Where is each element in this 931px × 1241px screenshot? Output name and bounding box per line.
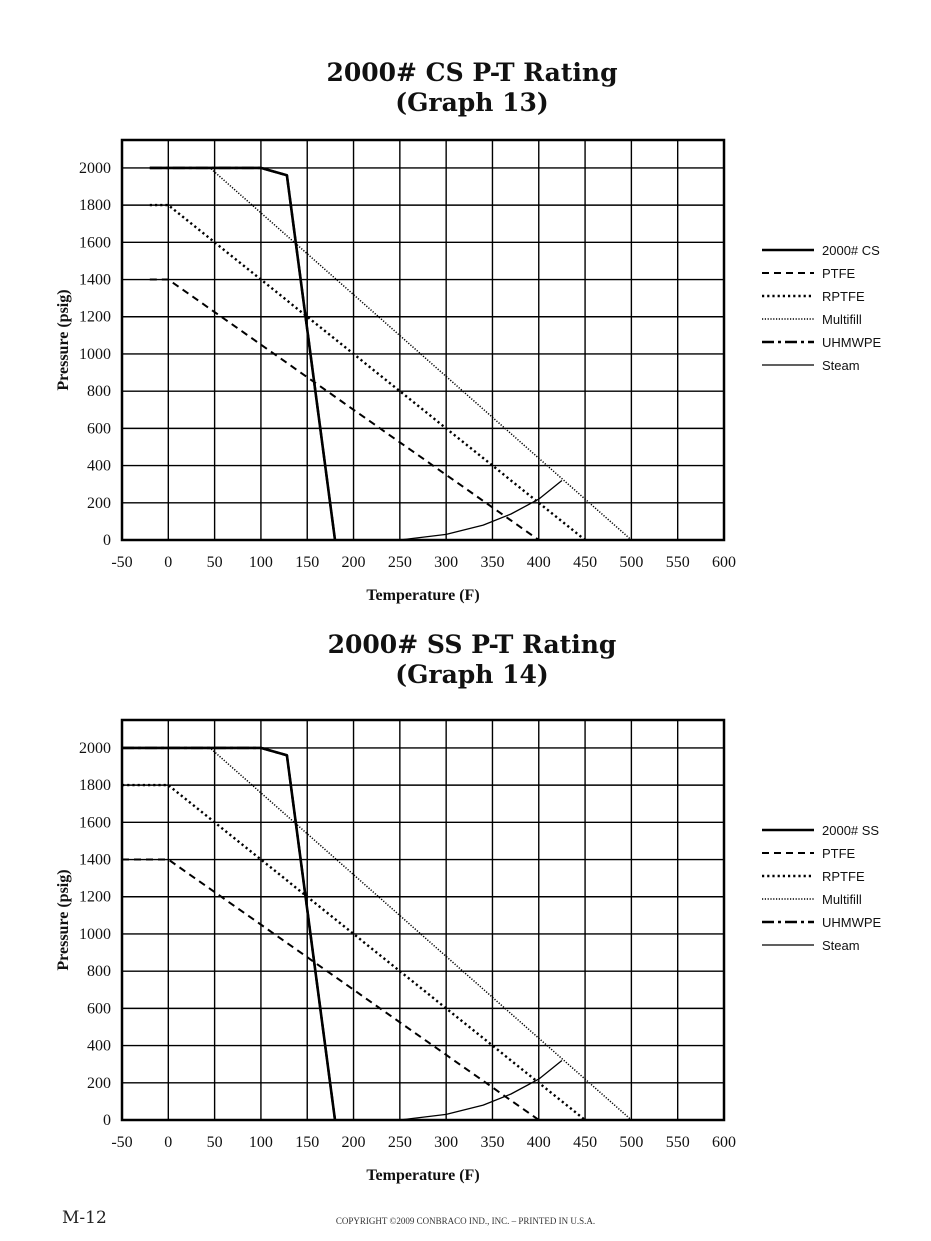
x-tick-label: 200 <box>341 554 366 571</box>
copyright-notice: COPYRIGHT ©2009 CONBRACO IND., INC. – PRINTED IN U.S.A. <box>335 1216 596 1226</box>
x-tick-label: 550 <box>665 1134 690 1151</box>
y-tick-label: 400 <box>87 1037 111 1055</box>
x-tick-label: 350 <box>480 554 505 571</box>
x-axis-label: Temperature (F) <box>366 587 480 604</box>
legend-label: UHMWPE <box>822 335 882 350</box>
x-tick-label: 0 <box>164 554 173 571</box>
y-tick-label: 1200 <box>79 888 111 906</box>
chart-title <box>0 58 931 118</box>
x-tick-label: 600 <box>712 1134 736 1151</box>
chart-svg <box>0 700 931 1200</box>
chart-title-sub: (Graph 14) <box>395 660 549 689</box>
y-tick-label: 800 <box>87 963 111 981</box>
y-tick-label: 0 <box>103 532 111 549</box>
x-tick-label: 100 <box>248 1134 273 1151</box>
y-tick-label: 1000 <box>79 925 111 943</box>
chart-svg <box>0 120 931 620</box>
x-tick-label: 50 <box>206 554 223 571</box>
x-tick-label: 300 <box>434 1134 459 1151</box>
legend-label: PTFE <box>822 266 856 281</box>
x-tick-label: 250 <box>387 1134 412 1151</box>
series-line-steam <box>400 481 562 541</box>
grid <box>122 720 724 1120</box>
y-tick-label: 0 <box>103 1112 111 1129</box>
legend-label: 2000# SS <box>822 823 880 838</box>
y-tick-label: 1400 <box>79 271 111 289</box>
legend-label: UHMWPE <box>822 915 882 930</box>
plot-frame <box>122 140 724 540</box>
x-tick-label: 600 <box>712 554 736 571</box>
y-tick-label: 1800 <box>79 197 111 215</box>
y-tick-label: 1600 <box>79 234 111 252</box>
y-tick-label: 1600 <box>79 814 111 832</box>
x-tick-label: 100 <box>248 554 273 571</box>
legend-label: Steam <box>822 938 860 953</box>
x-tick-label: -50 <box>111 1134 133 1151</box>
legend-label: 2000# CS <box>822 243 880 258</box>
y-tick-label: 1800 <box>79 777 111 795</box>
series-line-steam <box>400 1061 562 1121</box>
chart-title-main: 2000# CS P-T Rating <box>326 58 618 87</box>
x-tick-label: 400 <box>526 554 551 571</box>
series-line-ptfe <box>150 280 539 541</box>
y-tick-label: 600 <box>87 420 111 438</box>
x-axis-label: Temperature (F) <box>366 1167 480 1184</box>
x-tick-label: 250 <box>387 554 412 571</box>
x-tick-label: 150 <box>295 1134 320 1151</box>
y-tick-label: 200 <box>87 494 111 512</box>
legend-label: Multifill <box>822 312 862 327</box>
x-tick-label: 0 <box>164 1134 173 1151</box>
y-tick-label: 1200 <box>79 308 111 326</box>
page-number: M-12 <box>62 1208 107 1228</box>
plot-frame <box>122 720 724 1120</box>
y-tick-label: 2000 <box>79 739 111 757</box>
legend-label: RPTFE <box>822 869 865 884</box>
x-tick-label: 150 <box>295 554 320 571</box>
y-axis-label: Pressure (psig) <box>55 869 72 971</box>
chart-title-main: 2000# SS P-T Rating <box>327 630 617 659</box>
legend-label: Multifill <box>822 892 862 907</box>
x-tick-label: 400 <box>526 1134 551 1151</box>
chart-title <box>0 630 931 690</box>
y-tick-label: 1400 <box>79 851 111 869</box>
chart-title-sub: (Graph 13) <box>395 88 549 117</box>
y-tick-label: 800 <box>87 383 111 401</box>
x-tick-label: 450 <box>573 1134 598 1151</box>
x-tick-label: 350 <box>480 1134 505 1151</box>
x-tick-label: 300 <box>434 554 459 571</box>
x-tick-label: 550 <box>665 554 690 571</box>
y-tick-label: 600 <box>87 1000 111 1018</box>
legend-label: PTFE <box>822 846 856 861</box>
grid <box>122 140 724 540</box>
x-tick-label: 500 <box>619 554 644 571</box>
legend-label: Steam <box>822 358 860 373</box>
x-tick-label: 450 <box>573 554 598 571</box>
y-tick-label: 400 <box>87 457 111 475</box>
y-axis-label: Pressure (psig) <box>55 289 72 391</box>
x-tick-label: 50 <box>206 1134 223 1151</box>
x-tick-label: 200 <box>341 1134 366 1151</box>
x-tick-label: -50 <box>111 554 133 571</box>
y-tick-label: 200 <box>87 1074 111 1092</box>
y-tick-label: 2000 <box>79 159 111 177</box>
y-tick-label: 1000 <box>79 345 111 363</box>
x-tick-label: 500 <box>619 1134 644 1151</box>
legend-label: RPTFE <box>822 289 865 304</box>
